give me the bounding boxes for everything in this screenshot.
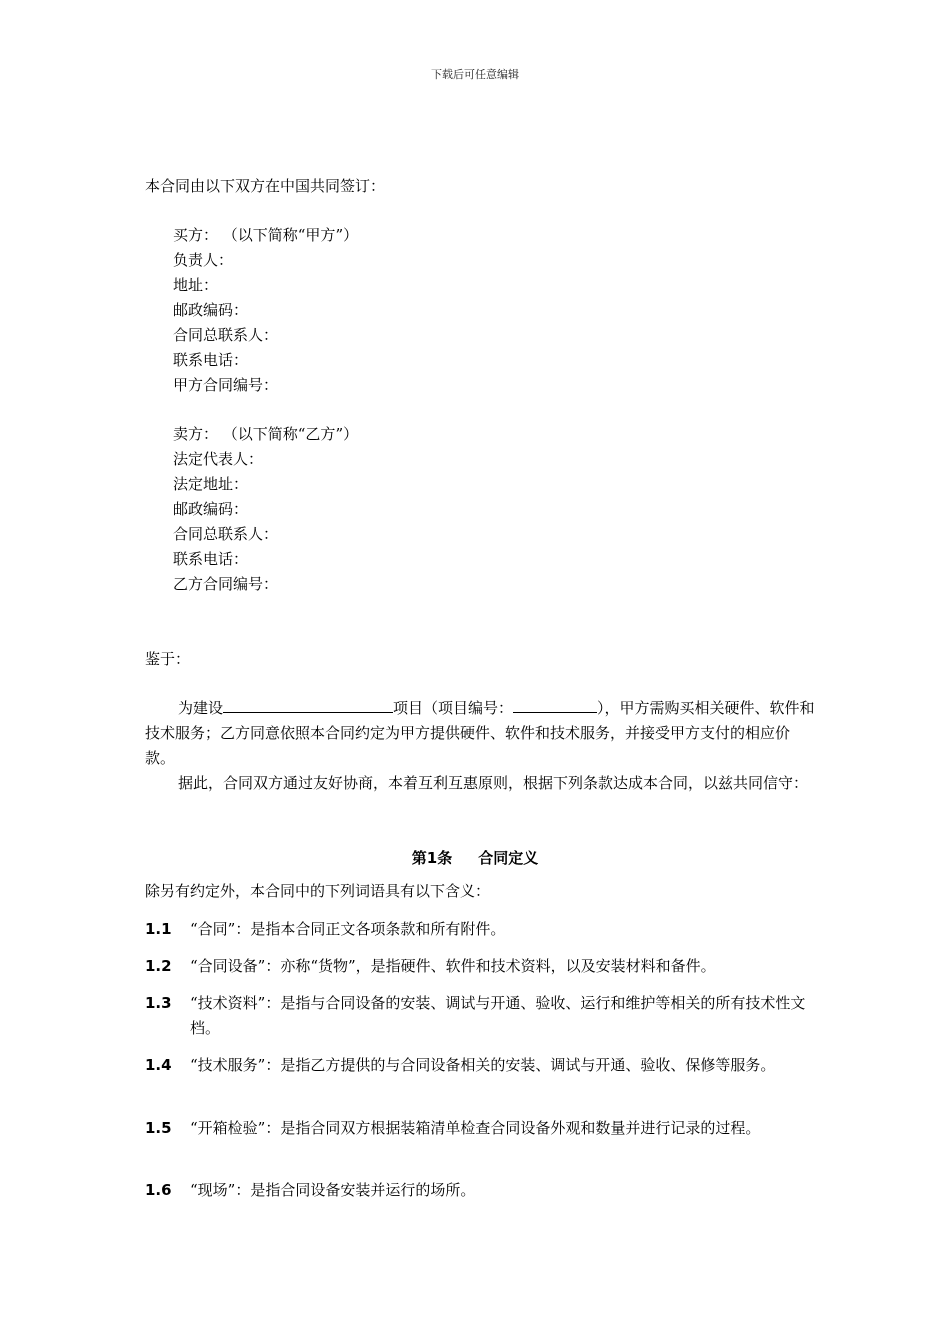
article-number: 第1条 <box>411 849 453 867</box>
buyer-field: 联系电话： <box>173 351 249 369</box>
clause-text: “合同”：是指本合同正文各项条款和所有附件。 <box>190 920 506 938</box>
seller-field: 联系电话： <box>173 550 249 568</box>
header-note: 下载后可任意编辑 <box>431 68 519 81</box>
clause-item <box>145 1053 817 1078</box>
whereas-paragraph <box>145 696 817 771</box>
clause-item <box>145 1116 817 1141</box>
clause-number: 1.1 <box>145 920 172 938</box>
whereas-text: 项目（项目编号： <box>393 699 514 717</box>
project-number-blank[interactable] <box>513 696 597 713</box>
seller-field: 法定代表人： <box>173 450 264 468</box>
clause-item <box>145 991 817 1041</box>
buyer-title: 买方： （以下简称“甲方”） <box>173 226 359 244</box>
buyer-field: 负责人： <box>173 251 234 269</box>
buyer-field: 地址： <box>173 276 219 294</box>
seller-field: 合同总联系人： <box>173 525 279 543</box>
agreement-paragraph: 据此，合同双方通过友好协商，本着互利互惠原则，根据下列条款达成本合同，以兹共同信守： <box>178 774 809 792</box>
clause-number: 1.6 <box>145 1181 172 1199</box>
clause-text: “合同设备”：亦称“货物”，是指硬件、软件和技术资料，以及安装材料和备件。 <box>190 957 716 975</box>
clause-text: “技术资料”：是指与合同设备的安装、调试与开通、验收、运行和维护等相关的所有技术性文档。 <box>190 994 806 1037</box>
whereas-label: 鉴于： <box>145 650 191 668</box>
clause-text: “技术服务”：是指乙方提供的与合同设备相关的安装、调试与开通、验收、保修等服务。 <box>190 1056 776 1074</box>
whereas-text: 为建设 <box>178 699 224 717</box>
project-name-blank[interactable] <box>223 696 393 713</box>
article-title: 合同定义 <box>478 849 539 867</box>
clause-item <box>145 917 817 942</box>
seller-field: 法定地址： <box>173 475 249 493</box>
clause-number: 1.2 <box>145 957 172 975</box>
seller-field: 乙方合同编号： <box>173 575 279 593</box>
clause-number: 1.5 <box>145 1119 172 1137</box>
clause-item <box>145 1178 817 1203</box>
article-lead: 除另有约定外，本合同中的下列词语具有以下含义： <box>145 882 491 900</box>
intro-line: 本合同由以下双方在中国共同签订： <box>145 177 386 195</box>
clause-item <box>145 954 817 979</box>
seller-title: 卖方： （以下简称“乙方”） <box>173 425 359 443</box>
whereas-text: ），甲方需购买相关硬件、软件和技术服务；乙方同意依照本合同约定为甲方提供硬件、软件和技术服务，并接受甲方支付的相应价款。 <box>145 699 815 767</box>
seller-field: 邮政编码： <box>173 500 249 518</box>
buyer-field: 合同总联系人： <box>173 326 279 344</box>
buyer-field: 甲方合同编号： <box>173 376 279 394</box>
article-heading <box>0 847 950 868</box>
buyer-field: 邮政编码： <box>173 301 249 319</box>
clause-text: “开箱检验”：是指合同双方根据装箱清单检查合同设备外观和数量并进行记录的过程。 <box>190 1119 761 1137</box>
clause-text: “现场”：是指合同设备安装并运行的场所。 <box>190 1181 476 1199</box>
clause-number: 1.3 <box>145 994 172 1012</box>
clause-number: 1.4 <box>145 1056 172 1074</box>
